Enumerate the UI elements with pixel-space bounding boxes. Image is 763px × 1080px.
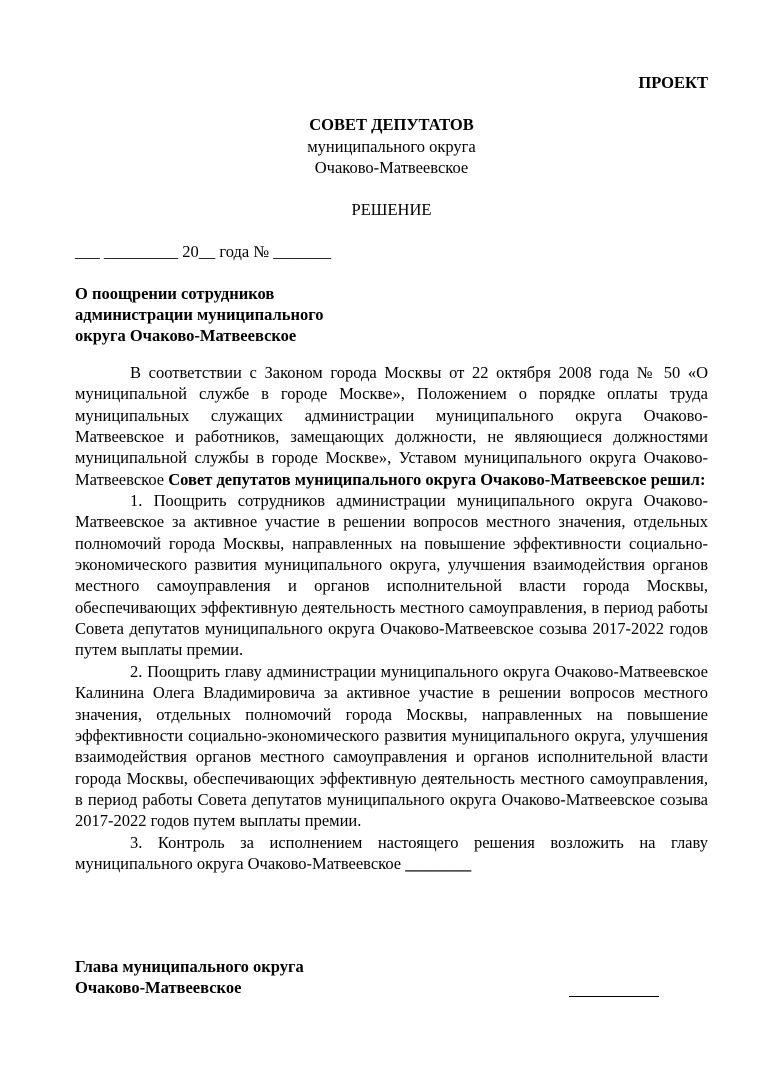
signature-block (75, 956, 304, 999)
district-line-2: Очаково-Матвеевское (314, 158, 469, 177)
preamble-paragraph (75, 362, 708, 490)
subject-line-1: О поощрении сотрудников (75, 284, 275, 303)
decision-body (75, 362, 708, 874)
item-3-text: 3. Контроль за исполнением настоящего решения возложить на главу муниципального округа Очаково-Матвеевское (75, 832, 708, 873)
draft-label: ПРОЕКТ (638, 73, 708, 92)
item-1-paragraph: 1. Поощрить сотрудников администрации муниципального округа Очаково-Матвеевское за активное участие в решении вопросов местного значения, отдельных полномочий города Москвы, направленных на повышение эффективности социально-экономического развития муниципального округа, улучшения взаимодействия органов местного самоуправления и органов исполнительной власти города Москвы, обеспечивающих эффективную деятельность местного самоуправления, в период работы Совета депутатов муниципального округа Очаково-Матвеевское созыва 2017-2022 годов путем выплаты премии. (75, 491, 708, 660)
subject-line-3: округа Очаково-Матвеевское (75, 326, 297, 346)
subject-line-2: администрации муниципального (75, 305, 324, 325)
item-3-blank: ________ (405, 853, 472, 873)
decision-subject (75, 283, 375, 347)
item-3-paragraph (75, 832, 708, 875)
signature-line-1: Глава муниципального округа (75, 957, 304, 976)
item-2-paragraph: 2. Поощрить главу администрации муниципального округа Очаково-Матвеевское Калинина Олега Владимировича за активное участие в решении вопросов местного значения, отдельных полномочий города Москвы, направленных на повышение эффективности социально-экономического развития муниципального округа, улучшения взаимодействия органов местного самоуправления и органов исполнительной власти города Москвы, обеспечивающих эффективную деятельность местного самоуправления, в период работы Совета депутатов муниципального округа Очаково-Матвеевское созыва 2017-2022 годов путем выплаты премии. (75, 661, 708, 831)
decision-dateline: ___ _________ 20__ года № _______ (75, 242, 331, 261)
preamble-text: В соответствии с Законом города Москвы от 22 октября 2008 года № 50 «О муниципальной службе в городе Москве», Положением о порядке оплаты труда муниципальных служащих администрации муниципального округа Очаково-Матвеевское и работников, замещающих должности, не являющиеся должностями муниципальной службы в городе Москве», Уставом муниципального округа Очаково-Матвеевское (75, 363, 708, 489)
council-title: СОВЕТ ДЕПУТАТОВ (309, 115, 474, 134)
decision-label: РЕШЕНИЕ (351, 200, 432, 219)
district-line-1: муниципального округа (307, 137, 476, 156)
preamble-resolution: Совет депутатов муниципального округа Очаково-Матвеевское решил: (168, 469, 706, 489)
signature-line-2: Очаково-Матвеевское (75, 978, 242, 998)
signature-underline (569, 996, 659, 997)
